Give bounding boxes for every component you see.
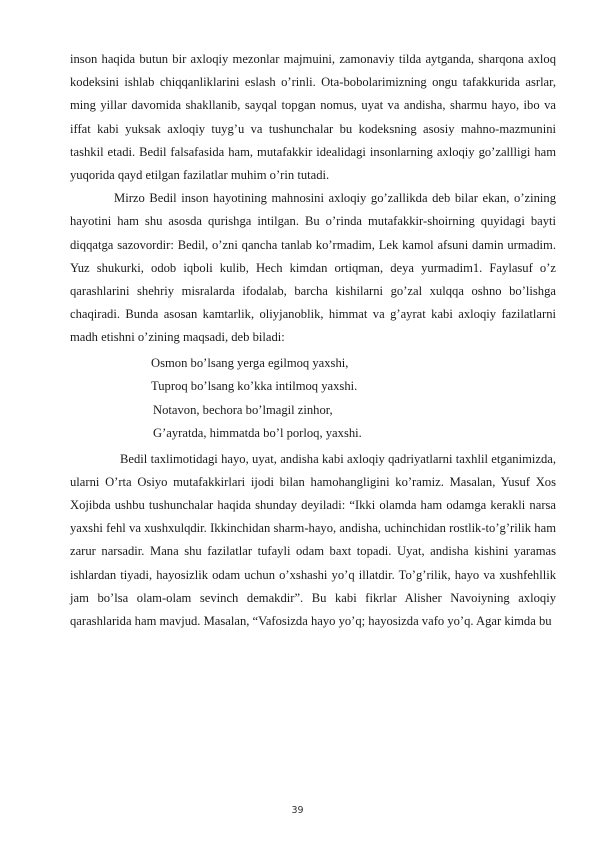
poem-line-2: Tuproq bo’lsang ko’kka intilmoq yaxshi. xyxy=(151,379,358,394)
poem-line-3: Notavon, bechora bo’lmagil zinhor, xyxy=(153,402,333,417)
page-body xyxy=(70,48,556,633)
paragraph-3: Bedil taxlimotidagi hayo, uyat, andisha kabi axloqiy qadriyatlarni taxhlil etganimizda, ularni O’rta Osiyo mutafakkirlari ijodi bilan hamohangligini ko’ramiz. Masalan, Yusuf Xos Xojibda ushbu tushunchalar haqida shunday deyiladi: “Ikki olamda ham odamga kerakli narsa yaxshi fehl va xushxulqdir. Ikkinchidan sharm-hayo, andisha, uchinchidan rostlik-to’g’rilik ham zarur narsadir. Mana shu fazilatlar tufayli odam baxt topadi. Uyat, andisha kishini yaramas ishlardan tiyadi, hayosizlik odam uchun o’xshashi yo’q illatdir. To’g’rilik, hayo va xushfehllik jam bo’lsa olam-olam sevinch demakdir”. Bu kabi fikrlar Alisher Navoiyning axloqiy qarashlarida ham mavjud. Masalan, “Vafosizda hayo yo’q; hayosizda vafo yo’q. Agar kimda bu xyxy=(70,451,556,629)
poem-line-1: Osmon bo’lsang yerga egilmoq yaxshi, xyxy=(151,355,349,370)
poem-block xyxy=(70,352,556,446)
poem-line-4: G’ayratda, himmatda bo’l porloq, yaxshi. xyxy=(153,426,362,441)
page-number: 39 xyxy=(291,805,304,816)
paragraph-1: inson haqida butun bir axloqiy mezonlar majmuini, zamonaviy tilda aytganda, sharqona axloq kodeksini ishlab chiqqanliklarini eslash o’rinli. Ota-bobolarimizning ongu tafakkurida asrlar, ming yillar davomida shakllanib, sayqal topgan nomus, uyat va andisha, sharmu hayo, ibo va iffat kabi yuksak axloqiy tuyg’u va tushunchalar bu kodeksning asosiy mahno-mazmunini tashkil etadi. Bedil falsafasida ham, mutafakkir idealidagi insonlarning axloqiy go’zallligi ham yuqorida qayd etilgan fazilatlar muhim o’rin tutadi. xyxy=(70,52,556,183)
paragraph-2: Mirzo Bedil inson hayotining mahnosini axloqiy go’zallikda deb bilar ekan, o’zining hayotini ham shu asosda qurishga intilgan. Bu o’rinda mutafakkir-shoirning quyidagi bayti diqqatga sazovordir: Bedil, o’zni qancha tanlab ko’rmadim, Lek kamol afsuni damin urmadim. Yuz shukurki, odob iqboli kulib, Hech kimdan ortiqman, deya yurmadim1. Faylasuf o’z qarashlarini shehriy misralarda ifodalab, barcha kishilarni go’zal xulqqa oshno bo’lishga chaqiradi. Bunda asosan kamtarlik, oliyjanoblik, himmat va g’ayrat kabi axloqiy fazilatlarni madh etishni o’zining maqsadi, deb biladi: xyxy=(70,191,556,345)
